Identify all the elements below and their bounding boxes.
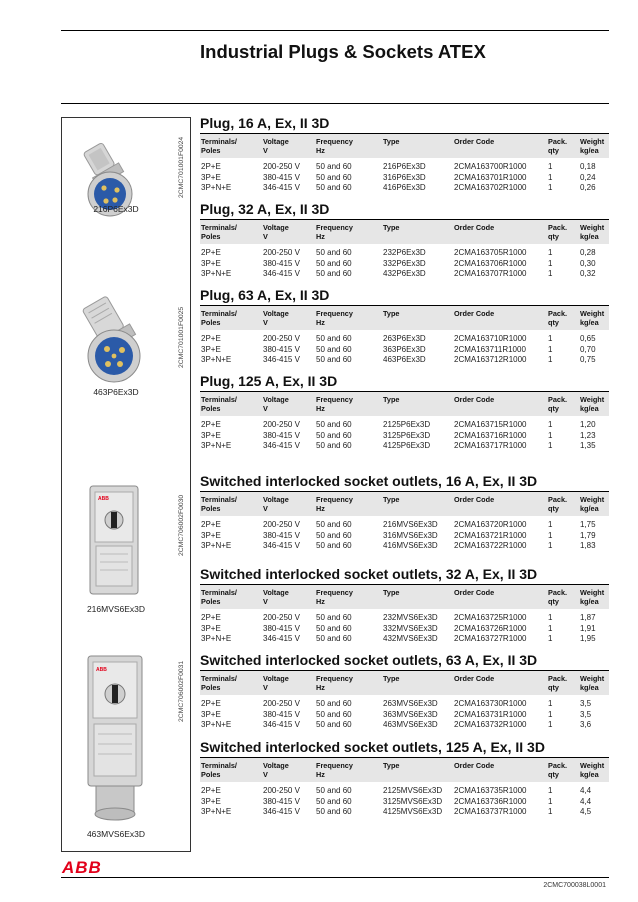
table-row [200, 355, 609, 366]
table-cell: 2CMA163721R1000 [454, 530, 527, 540]
table-cell: 346-415 V [263, 269, 300, 279]
table-cell: 346-415 V [263, 720, 300, 730]
table-cell: 1 [548, 613, 553, 622]
table-cell: 1 [548, 258, 553, 268]
table-cell: 1 [548, 699, 553, 708]
column-header: Pack. qty [548, 137, 568, 155]
table-cell: 216P6Ex3D [383, 162, 426, 171]
top-rule [61, 30, 609, 31]
column-header: Voltage V [263, 395, 289, 413]
column-header: Weight kg/ea [580, 309, 605, 327]
table-cell: 50 and 60 [316, 248, 352, 257]
table-cell: 2CMA163711R1000 [454, 344, 526, 354]
section-title: Switched interlocked socket outlets, 63 A, Ex, II 3D [200, 652, 538, 668]
table-cell: 50 and 60 [316, 355, 352, 365]
column-header: Pack. qty [548, 395, 568, 413]
table-header [200, 133, 609, 158]
column-header: Frequency Hz [316, 495, 353, 513]
table-cell: 50 and 60 [316, 162, 352, 171]
table-cell: 1,95 [580, 634, 596, 644]
product-image-panel [61, 117, 191, 852]
section-title: Switched interlocked socket outlets, 16 A, Ex, II 3D [200, 473, 538, 489]
table-row [200, 541, 609, 552]
product-code-4: 2CMC706002F0031 [178, 660, 185, 722]
column-header: Terminals/ Poles [201, 674, 237, 692]
section-title: Plug, 32 A, Ex, II 3D [200, 201, 330, 217]
table-row [200, 520, 609, 531]
table-cell: 4125MVS6Ex3D [383, 807, 443, 817]
column-header: Weight kg/ea [580, 495, 605, 513]
title-rule [61, 103, 609, 104]
table-row [200, 162, 609, 173]
column-header: Order Code [454, 761, 495, 770]
table-cell: 346-415 V [263, 183, 300, 193]
table-cell: 1,83 [580, 541, 596, 551]
column-header: Voltage V [263, 223, 289, 241]
table-cell: 1,23 [580, 430, 596, 440]
table-cell: 3,5 [580, 709, 592, 719]
table-cell: 216MVS6Ex3D [383, 520, 438, 529]
table-cell: 346-415 V [263, 807, 300, 817]
table-cell: 2P+E [201, 420, 221, 429]
column-header: Voltage V [263, 588, 289, 606]
table-header [200, 305, 609, 330]
table-cell: 1 [548, 530, 553, 540]
table-row [200, 634, 609, 645]
table-cell: 200-250 V [263, 699, 300, 708]
column-header: Weight kg/ea [580, 395, 605, 413]
table-cell: 0,24 [580, 172, 596, 182]
socket-16a-image [62, 482, 192, 602]
table-cell: 363P6Ex3D [383, 344, 426, 354]
table-cell: 1 [548, 520, 553, 529]
table-cell: 200-250 V [263, 520, 300, 529]
table-cell: 380-415 V [263, 796, 300, 806]
column-header: Pack. qty [548, 761, 568, 779]
table-cell: 3P+N+E [201, 720, 232, 730]
column-header: Type [383, 395, 400, 404]
table-cell: 232P6Ex3D [383, 248, 426, 257]
column-header: Order Code [454, 588, 495, 597]
table-cell: 50 and 60 [316, 183, 352, 193]
table-cell: 50 and 60 [316, 258, 352, 268]
table-cell: 380-415 V [263, 172, 300, 182]
column-header: Order Code [454, 223, 495, 232]
table-header [200, 491, 609, 516]
table-cell: 380-415 V [263, 709, 300, 719]
table-cell: 3P+E [201, 796, 221, 806]
table-cell: 346-415 V [263, 355, 300, 365]
table-cell: 1 [548, 420, 553, 429]
column-header: Frequency Hz [316, 395, 353, 413]
table-cell: 2CMA163716R1000 [454, 430, 527, 440]
table-cell: 2P+E [201, 162, 221, 171]
table-header [200, 670, 609, 695]
table-cell: 50 and 60 [316, 720, 352, 730]
table-cell: 50 and 60 [316, 269, 352, 279]
table-cell: 50 and 60 [316, 530, 352, 540]
table-cell: 3125MVS6Ex3D [383, 796, 443, 806]
table-row [200, 269, 609, 280]
table-cell: 200-250 V [263, 420, 300, 429]
table-cell: 1 [548, 248, 553, 257]
product-caption-3: 216MVS6Ex3D [86, 604, 146, 614]
column-header: Terminals/ Poles [201, 495, 237, 513]
table-cell: 363MVS6Ex3D [383, 709, 438, 719]
table-cell: 50 and 60 [316, 709, 352, 719]
table-cell: 2CMA163725R1000 [454, 613, 527, 622]
plug-63a-image [62, 296, 192, 386]
table-cell: 1 [548, 623, 553, 633]
product-section [200, 472, 609, 552]
table-cell: 3P+E [201, 530, 221, 540]
table-row [200, 699, 609, 710]
table-cell: 3P+N+E [201, 441, 232, 451]
table-cell: 332P6Ex3D [383, 258, 426, 268]
product-section [200, 738, 609, 818]
table-cell: 3P+N+E [201, 634, 232, 644]
column-header: Pack. qty [548, 674, 568, 692]
column-header: Weight kg/ea [580, 223, 605, 241]
table-cell: 3P+N+E [201, 807, 232, 817]
table-cell: 432MVS6Ex3D [383, 634, 438, 644]
socket-63a-image [62, 652, 192, 832]
column-header: Order Code [454, 395, 495, 404]
table-cell: 200-250 V [263, 613, 300, 622]
product-section [200, 372, 609, 452]
table-row [200, 173, 609, 184]
table-cell: 50 and 60 [316, 699, 352, 708]
section-title: Plug, 125 A, Ex, II 3D [200, 373, 338, 389]
table-cell: 3,6 [580, 720, 592, 730]
table-cell: 4,4 [580, 786, 592, 795]
table-cell: 2CMA163730R1000 [454, 699, 527, 708]
product-code-3: 2CMC706002F0030 [178, 494, 185, 556]
column-header: Weight kg/ea [580, 674, 605, 692]
svg-text:ABB: ABB [98, 496, 109, 502]
table-row [200, 797, 609, 808]
table-cell: 0,28 [580, 248, 596, 257]
section-title: Plug, 16 A, Ex, II 3D [200, 115, 330, 131]
table-cell: 380-415 V [263, 258, 300, 268]
table-cell: 2CMA163707R1000 [454, 269, 527, 279]
column-header: Order Code [454, 495, 495, 504]
table-cell: 2CMA163700R1000 [454, 162, 527, 171]
table-cell: 4,4 [580, 796, 592, 806]
column-header: Weight kg/ea [580, 137, 605, 155]
table-cell: 463MVS6Ex3D [383, 720, 438, 730]
table-cell: 2CMA163722R1000 [454, 541, 527, 551]
table-cell: 3P+N+E [201, 541, 232, 551]
table-cell: 50 and 60 [316, 344, 352, 354]
column-header: Order Code [454, 309, 495, 318]
column-header: Voltage V [263, 761, 289, 779]
table-cell: 1,91 [580, 623, 596, 633]
table-row [200, 710, 609, 721]
table-cell: 1 [548, 334, 553, 343]
table-header [200, 391, 609, 416]
product-section [200, 114, 609, 194]
column-header: Terminals/ Poles [201, 588, 237, 606]
column-header: Frequency Hz [316, 674, 353, 692]
table-cell: 50 and 60 [316, 441, 352, 451]
column-header: Terminals/ Poles [201, 137, 237, 155]
table-cell: 0,26 [580, 183, 596, 193]
table-cell: 1,75 [580, 520, 596, 529]
section-title: Switched interlocked socket outlets, 32 A, Ex, II 3D [200, 566, 538, 582]
table-cell: 1 [548, 172, 553, 182]
table-cell: 4,5 [580, 807, 592, 817]
table-cell: 1 [548, 786, 553, 795]
column-header: Type [383, 761, 400, 770]
product-caption-1: 216P6Ex3D [93, 204, 139, 214]
table-row [200, 807, 609, 818]
table-cell: 50 and 60 [316, 613, 352, 622]
table-cell: 0,18 [580, 162, 596, 171]
table-cell: 0,32 [580, 269, 596, 279]
product-caption-2: 463P6Ex3D [93, 387, 139, 397]
table-cell: 2CMA163727R1000 [454, 634, 527, 644]
page-title: Industrial Plugs & Sockets ATEX [200, 41, 486, 62]
table-row [200, 183, 609, 194]
svg-text:ABB: ABB [96, 667, 107, 673]
table-cell: 3P+E [201, 623, 221, 633]
table-row [200, 786, 609, 797]
table-cell: 232MVS6Ex3D [383, 613, 438, 622]
column-header: Frequency Hz [316, 223, 353, 241]
table-cell: 2P+E [201, 520, 221, 529]
table-cell: 50 and 60 [316, 786, 352, 795]
table-cell: 1,87 [580, 613, 596, 622]
table-cell: 0,30 [580, 258, 596, 268]
column-header: Frequency Hz [316, 137, 353, 155]
table-cell: 2CMA163705R1000 [454, 248, 527, 257]
table-row [200, 334, 609, 345]
table-cell: 416MVS6Ex3D [383, 541, 438, 551]
table-cell: 1 [548, 807, 553, 817]
table-cell: 263P6Ex3D [383, 334, 426, 343]
table-cell: 2CMA163731R1000 [454, 709, 527, 719]
column-header: Order Code [454, 137, 495, 146]
footer-rule [61, 877, 609, 878]
table-cell: 50 and 60 [316, 334, 352, 343]
table-cell: 380-415 V [263, 623, 300, 633]
table-cell: 3P+E [201, 430, 221, 440]
product-caption-4: 463MVS6Ex3D [86, 829, 146, 839]
column-header: Order Code [454, 674, 495, 683]
table-cell: 1 [548, 441, 553, 451]
table-cell: 332MVS6Ex3D [383, 623, 438, 633]
table-row [200, 624, 609, 635]
table-cell: 2CMA163737R1000 [454, 807, 527, 817]
document-code: 2CMC700038L0001 [543, 882, 606, 889]
column-header: Voltage V [263, 495, 289, 513]
table-cell: 50 and 60 [316, 634, 352, 644]
table-cell: 2CMA163702R1000 [454, 183, 527, 193]
table-cell: 0,75 [580, 355, 596, 365]
table-cell: 1 [548, 183, 553, 193]
table-cell: 316MVS6Ex3D [383, 530, 438, 540]
product-code-1: 2CMC701001F0024 [178, 136, 185, 198]
table-cell: 3125P6Ex3D [383, 430, 431, 440]
table-cell: 2CMA163717R1000 [454, 441, 527, 451]
column-header: Pack. qty [548, 588, 568, 606]
table-cell: 1,35 [580, 441, 596, 451]
table-cell: 200-250 V [263, 334, 300, 343]
table-cell: 2P+E [201, 786, 221, 795]
table-cell: 1,20 [580, 420, 596, 429]
table-cell: 2125MVS6Ex3D [383, 786, 443, 795]
table-row [200, 720, 609, 731]
table-cell: 263MVS6Ex3D [383, 699, 438, 708]
table-cell: 432P6Ex3D [383, 269, 426, 279]
table-cell: 200-250 V [263, 162, 300, 171]
table-cell: 2125P6Ex3D [383, 420, 431, 429]
table-cell: 316P6Ex3D [383, 172, 426, 182]
table-cell: 2P+E [201, 248, 221, 257]
table-cell: 1 [548, 430, 553, 440]
table-row [200, 531, 609, 542]
column-header: Type [383, 223, 400, 232]
table-cell: 463P6Ex3D [383, 355, 426, 365]
table-cell: 380-415 V [263, 344, 300, 354]
column-header: Weight kg/ea [580, 761, 605, 779]
table-cell: 2P+E [201, 613, 221, 622]
column-header: Voltage V [263, 674, 289, 692]
table-cell: 3P+N+E [201, 269, 232, 279]
table-cell: 2P+E [201, 699, 221, 708]
table-cell: 1 [548, 269, 553, 279]
table-cell: 416P6Ex3D [383, 183, 426, 193]
abb-logo: ABB [62, 858, 102, 877]
table-cell: 3P+E [201, 258, 221, 268]
table-cell: 1 [548, 709, 553, 719]
table-cell: 3P+N+E [201, 183, 232, 193]
table-cell: 3P+E [201, 709, 221, 719]
table-cell: 2CMA163726R1000 [454, 623, 527, 633]
table-cell: 3P+E [201, 172, 221, 182]
table-cell: 50 and 60 [316, 420, 352, 429]
table-cell: 2CMA163732R1000 [454, 720, 527, 730]
column-header: Voltage V [263, 309, 289, 327]
section-title: Switched interlocked socket outlets, 125 A, Ex, II 3D [200, 739, 545, 755]
table-cell: 0,70 [580, 344, 596, 354]
table-cell: 3P+N+E [201, 355, 232, 365]
table-cell: 1 [548, 634, 553, 644]
table-cell: 3P+E [201, 344, 221, 354]
table-cell: 50 and 60 [316, 520, 352, 529]
table-row [200, 420, 609, 431]
table-cell: 2CMA163715R1000 [454, 420, 527, 429]
table-cell: 50 and 60 [316, 623, 352, 633]
table-cell: 2CMA163706R1000 [454, 258, 527, 268]
table-cell: 1 [548, 355, 553, 365]
table-cell: 1 [548, 541, 553, 551]
table-cell: 3,5 [580, 699, 592, 708]
table-cell: 2CMA163736R1000 [454, 796, 527, 806]
column-header: Voltage V [263, 137, 289, 155]
table-cell: 1 [548, 796, 553, 806]
table-row [200, 345, 609, 356]
table-cell: 2CMA163701R1000 [454, 172, 527, 182]
table-cell: 2CMA163720R1000 [454, 520, 527, 529]
table-cell: 50 and 60 [316, 807, 352, 817]
table-cell: 346-415 V [263, 634, 300, 644]
product-section [200, 200, 609, 280]
column-header: Frequency Hz [316, 309, 353, 327]
product-code-2: 2CMC701001F0025 [178, 306, 185, 368]
table-cell: 0,65 [580, 334, 596, 343]
table-cell: 380-415 V [263, 430, 300, 440]
column-header: Type [383, 309, 400, 318]
column-header: Type [383, 588, 400, 597]
column-header: Terminals/ Poles [201, 309, 237, 327]
table-row [200, 259, 609, 270]
table-cell: 200-250 V [263, 248, 300, 257]
table-cell: 1 [548, 720, 553, 730]
table-cell: 1,79 [580, 530, 596, 540]
table-cell: 1 [548, 344, 553, 354]
table-cell: 2P+E [201, 334, 221, 343]
column-header: Terminals/ Poles [201, 761, 237, 779]
column-header: Weight kg/ea [580, 588, 605, 606]
column-header: Pack. qty [548, 495, 568, 513]
table-cell: 2CMA163712R1000 [454, 355, 527, 365]
table-header [200, 757, 609, 782]
table-cell: 4125P6Ex3D [383, 441, 431, 451]
product-section [200, 286, 609, 366]
table-cell: 2CMA163710R1000 [454, 334, 527, 343]
table-cell: 50 and 60 [316, 541, 352, 551]
column-header: Terminals/ Poles [201, 395, 237, 413]
table-cell: 380-415 V [263, 530, 300, 540]
table-row [200, 441, 609, 452]
table-cell: 50 and 60 [316, 172, 352, 182]
table-row [200, 613, 609, 624]
column-header: Type [383, 495, 400, 504]
table-header [200, 219, 609, 244]
table-cell: 2CMA163735R1000 [454, 786, 527, 795]
table-cell: 1 [548, 162, 553, 171]
product-section [200, 651, 609, 731]
column-header: Pack. qty [548, 223, 568, 241]
table-cell: 50 and 60 [316, 796, 352, 806]
table-cell: 200-250 V [263, 786, 300, 795]
column-header: Pack. qty [548, 309, 568, 327]
column-header: Frequency Hz [316, 588, 353, 606]
table-cell: 50 and 60 [316, 430, 352, 440]
column-header: Type [383, 137, 400, 146]
section-title: Plug, 63 A, Ex, II 3D [200, 287, 330, 303]
column-header: Terminals/ Poles [201, 223, 237, 241]
table-cell: 346-415 V [263, 441, 300, 451]
product-section [200, 565, 609, 645]
table-header [200, 584, 609, 609]
column-header: Type [383, 674, 400, 683]
column-header: Frequency Hz [316, 761, 353, 779]
table-cell: 346-415 V [263, 541, 300, 551]
table-row [200, 248, 609, 259]
table-row [200, 431, 609, 442]
